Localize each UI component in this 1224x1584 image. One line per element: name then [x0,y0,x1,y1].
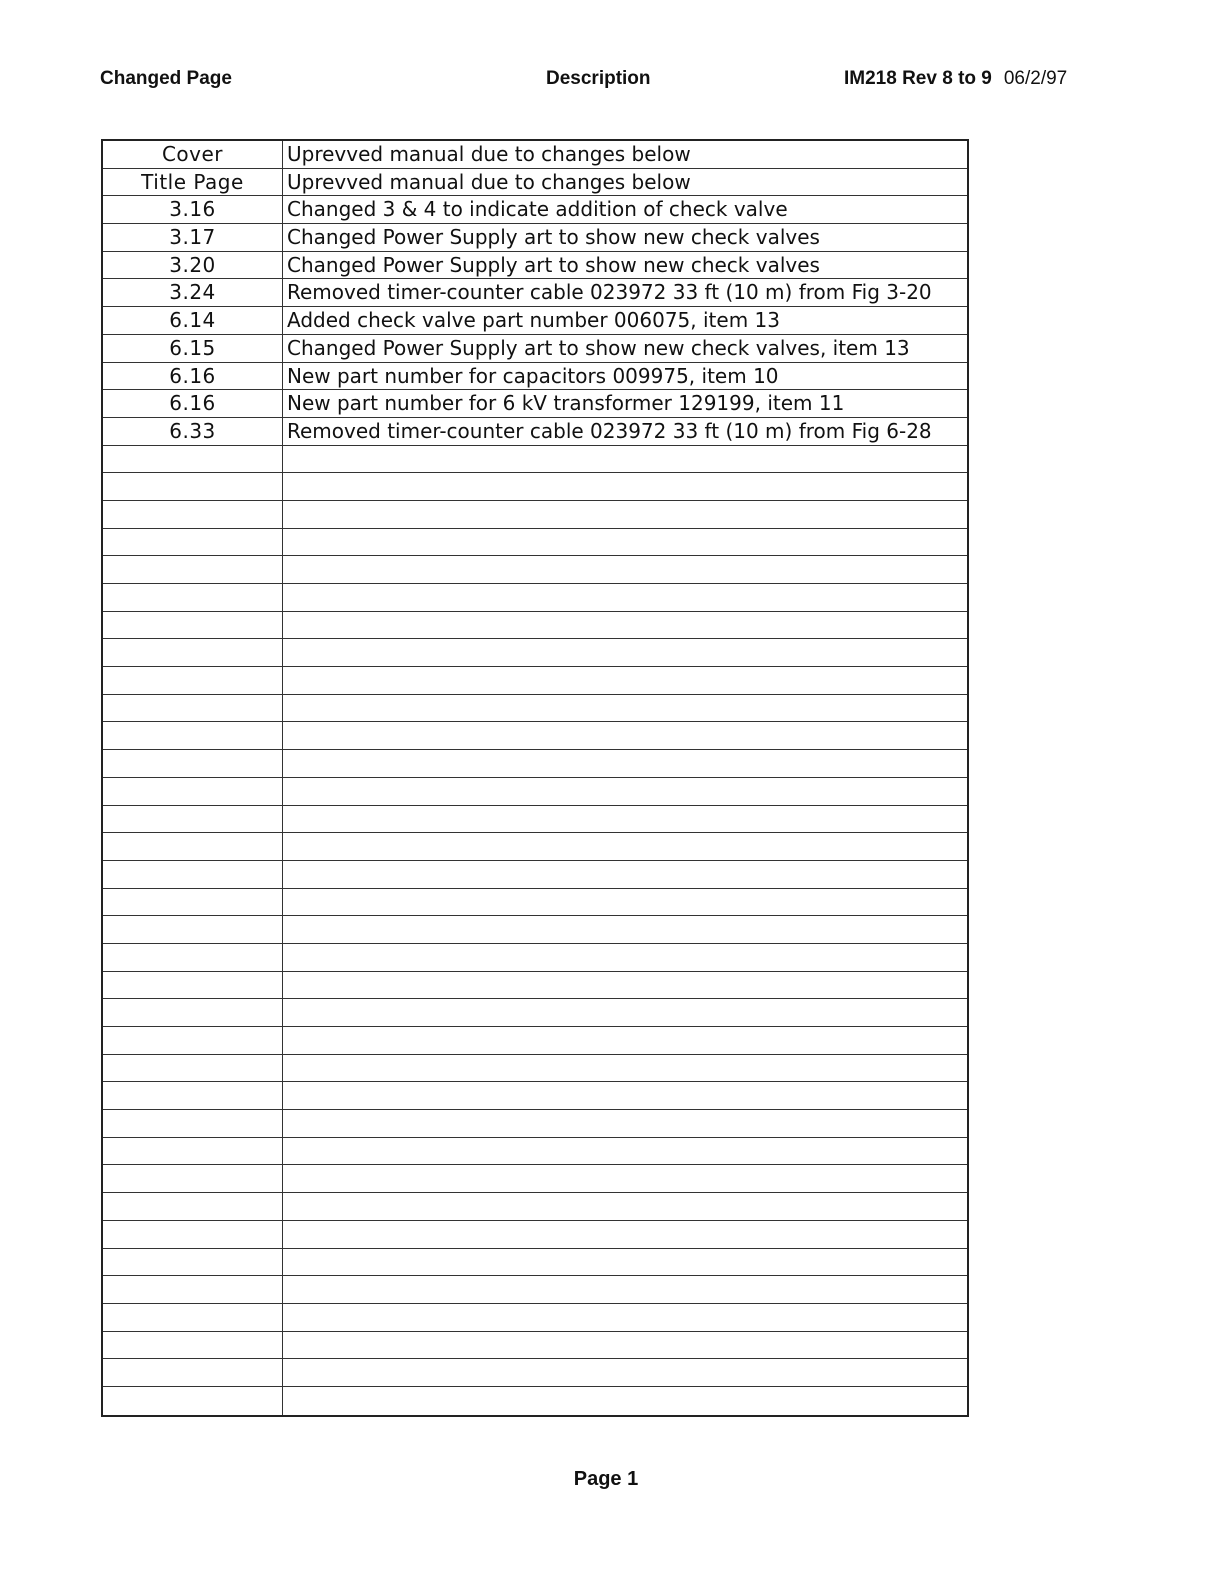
table-row [103,944,967,972]
table-row [103,529,967,557]
changed-page-cell [103,1055,283,1082]
changed-page-cell [103,916,283,943]
changed-page-cell [103,806,283,833]
table-row [103,390,967,418]
table-row [103,612,967,640]
changed-page-cell [103,1249,283,1276]
changed-page-cell [103,1221,283,1248]
header-document-revision [844,68,1067,90]
table-row [103,1055,967,1083]
description-cell [283,1055,967,1082]
changed-page-cell [103,778,283,805]
description-cell [283,889,967,916]
changed-page-cell: 3.20 [103,252,283,279]
table-row [103,695,967,723]
description-cell: Changed Power Supply art to show new check valves, item 13 [287,335,910,360]
changed-page-cell [103,1082,283,1109]
change-table [101,139,969,1417]
table-row [103,1110,967,1138]
changed-page-cell [103,999,283,1026]
changed-page-cell [103,1138,283,1165]
table-row [103,1332,967,1360]
changed-page-cell: 6.14 [103,307,283,334]
description-cell [283,916,967,943]
table-row [103,1304,967,1332]
table-row [103,252,967,280]
table-row [103,556,967,584]
table-row [103,224,967,252]
table-row [103,279,967,307]
changed-page-cell [103,1110,283,1137]
changed-page-cell: 6.16 [103,390,283,417]
table-row [103,169,967,197]
description-cell [283,1165,967,1192]
table-row [103,363,967,391]
description-cell [283,695,967,722]
table-row [103,778,967,806]
header-changed-page: Changed Page [100,68,232,89]
description-cell [283,833,967,860]
description-cell [283,806,967,833]
description-cell [283,556,967,583]
description-cell: New part number for capacitors 009975, item 10 [287,363,779,388]
table-row [103,889,967,917]
changed-page-cell [103,889,283,916]
table-row [103,639,967,667]
revision-date: 06/2/97 [1003,68,1068,89]
description-cell [283,972,967,999]
description-cell [283,778,967,805]
description-cell [283,722,967,749]
table-row [103,833,967,861]
description-cell [283,1276,967,1303]
description-cell [283,1249,967,1276]
changed-page-cell [103,722,283,749]
changed-page-cell [103,1027,283,1054]
table-row [103,806,967,834]
changed-page-cell [103,1193,283,1220]
description-cell: New part number for 6 kV transformer 129199, item 11 [287,391,845,416]
table-row [103,667,967,695]
table-row [103,501,967,529]
description-cell [283,1387,967,1415]
table-row [103,999,967,1027]
table-row [103,1249,967,1277]
table-row [103,722,967,750]
description-cell [283,861,967,888]
changed-page-cell [103,529,283,556]
changed-page-cell: 3.24 [103,279,283,306]
description-cell [283,639,967,666]
description-cell [283,667,967,694]
description-cell: Added check valve part number 006075, item 13 [287,308,780,333]
table-row [103,861,967,889]
table-row [103,141,967,169]
revision-label: IM218 Rev 8 to 9 [844,68,992,89]
table-row [103,1165,967,1193]
changed-page-cell: 6.16 [103,363,283,390]
changed-page-cell [103,501,283,528]
changed-page-cell [103,667,283,694]
description-cell [283,446,967,473]
changed-page-cell [103,1276,283,1303]
description-cell [283,529,967,556]
changed-page-cell [103,584,283,611]
table-row [103,1138,967,1166]
description-cell: Uprevved manual due to changes below [287,169,691,194]
description-cell [283,584,967,611]
changed-page-cell: 3.16 [103,196,283,223]
page-number: Page 1 [573,1468,639,1490]
table-row [103,584,967,612]
table-row [103,1276,967,1304]
description-cell [283,473,967,500]
table-row [103,750,967,778]
changed-page-cell [103,1304,283,1331]
changed-page-cell [103,750,283,777]
description-cell [283,1082,967,1109]
description-cell: Removed timer-counter cable 023972 33 ft (10 m) from Fig 6-28 [287,418,932,443]
changed-page-cell [103,612,283,639]
changed-page-cell: 6.15 [103,335,283,362]
table-row [103,418,967,446]
changed-page-cell [103,1359,283,1386]
changed-page-cell [103,1332,283,1359]
description-cell [283,1193,967,1220]
table-row [103,307,967,335]
table-row [103,1193,967,1221]
changed-page-cell [103,639,283,666]
description-cell [283,501,967,528]
description-cell [283,1304,967,1331]
changed-page-cell: 3.17 [103,224,283,251]
description-cell: Removed timer-counter cable 023972 33 ft (10 m) from Fig 3-20 [287,280,932,305]
description-cell [283,1110,967,1137]
description-cell [283,1359,967,1386]
description-cell [283,1221,967,1248]
description-cell: Changed Power Supply art to show new check valves [287,225,820,250]
changed-page-cell [103,972,283,999]
table-row [103,473,967,501]
changed-page-cell [103,1165,283,1192]
table-row [103,196,967,224]
changed-page-cell: Title Page [103,169,283,196]
changed-page-cell [103,473,283,500]
changed-page-cell [103,944,283,971]
table-row [103,1387,967,1415]
description-cell [283,612,967,639]
changed-page-cell [103,695,283,722]
description-cell [283,944,967,971]
description-cell: Changed 3 & 4 to indicate addition of check valve [287,197,788,222]
description-cell: Uprevved manual due to changes below [287,142,691,166]
header-description: Description [546,68,651,89]
description-cell [283,999,967,1026]
table-row [103,916,967,944]
changed-page-cell [103,861,283,888]
changed-page-cell [103,833,283,860]
description-cell [283,1138,967,1165]
table-row [103,1359,967,1387]
table-row [103,335,967,363]
table-row [103,446,967,474]
changed-page-cell [103,1387,283,1415]
table-row [103,972,967,1000]
description-cell: Changed Power Supply art to show new check valves [287,252,820,277]
changed-page-cell: 6.33 [103,418,283,445]
table-row [103,1221,967,1249]
changed-page-cell [103,446,283,473]
changed-page-cell: Cover [103,141,283,168]
description-cell [283,1027,967,1054]
table-row [103,1027,967,1055]
description-cell [283,750,967,777]
changed-page-cell [103,556,283,583]
description-cell [283,1332,967,1359]
table-row [103,1082,967,1110]
